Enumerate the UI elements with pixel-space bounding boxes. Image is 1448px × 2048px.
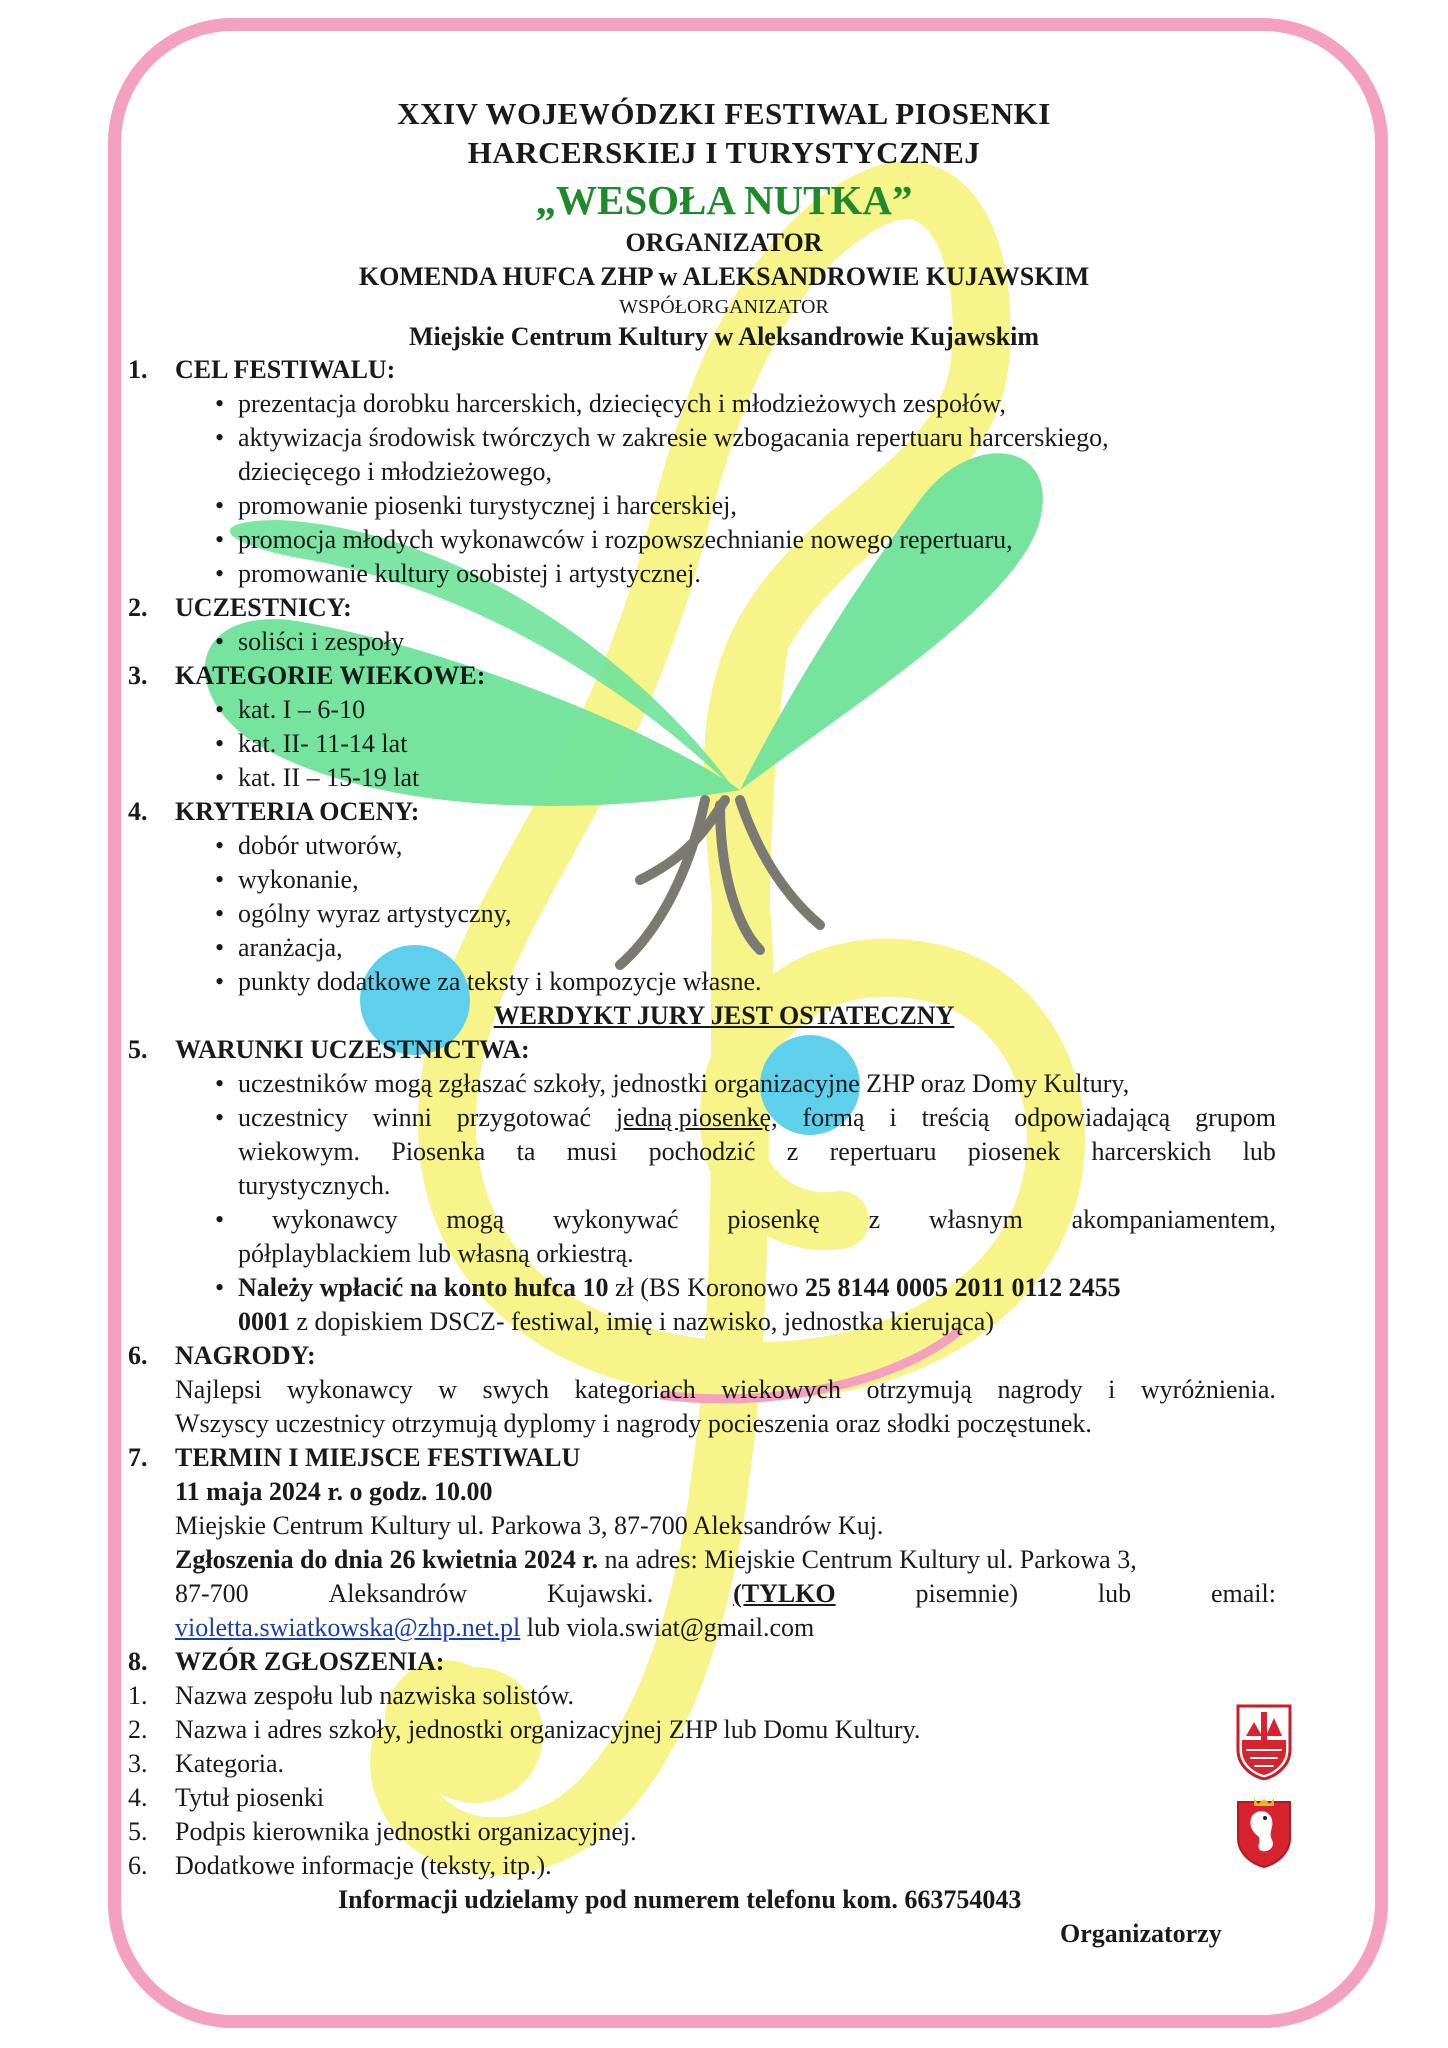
list-item: punkty dodatkowe za teksty i kompozycje własne. — [238, 967, 762, 996]
bank-account-end: 0001 — [238, 1307, 290, 1336]
coorganizer-name: Miejskie Centrum Kultury w Aleksandrowie Kujawskim — [408, 322, 1040, 351]
word: wiekowym. — [238, 1137, 361, 1166]
section-2-number: 2. — [128, 593, 148, 622]
festival-place: Miejskie Centrum Kultury ul. Parkowa 3, 87-700 Aleksandrów Kuj. — [175, 1511, 884, 1540]
bullet: • — [215, 1069, 225, 1098]
form-item-number: 2. — [128, 1715, 148, 1744]
list-item: kat. II – 15-19 lat — [238, 763, 420, 792]
word: wiekowych — [721, 1375, 842, 1404]
awards-text — [175, 1377, 1276, 1403]
bullet: • — [215, 559, 225, 588]
word: mogą — [446, 1205, 505, 1234]
form-item: Podpis kierownika jednostki organizacyjnej. — [175, 1817, 637, 1846]
word: formą — [802, 1103, 865, 1132]
word: i — [1108, 1375, 1116, 1404]
list-item: kat. II- 11-14 lat — [238, 729, 408, 758]
word: ta — [516, 1137, 536, 1166]
list-item: promowanie piosenki turystycznej i harcerskiej, — [238, 491, 737, 520]
word: własnym — [928, 1205, 1023, 1234]
word: kategoriach — [574, 1375, 696, 1404]
section-4-title: KRYTERIA OCENY: — [175, 797, 420, 826]
word: lub — [1242, 1137, 1276, 1166]
bullet: • — [215, 933, 225, 962]
emphasis-word: (TYLKO — [733, 1579, 836, 1608]
bullet: • — [215, 423, 225, 452]
bullet: • — [215, 899, 225, 928]
phone-info: Informacji udzielamy pod numerem telefonu kom. 663754043 — [338, 1885, 1022, 1914]
bullet: • — [215, 1273, 225, 1302]
section-8-number: 8. — [128, 1647, 148, 1676]
verdict-note: WERDYKT JURY JEST OSTATECZNY — [493, 1001, 955, 1030]
section-1-number: 1. — [128, 355, 148, 384]
form-item: Tytuł piosenki — [175, 1783, 325, 1812]
section-4-number: 4. — [128, 797, 148, 826]
word: piosenek — [967, 1137, 1061, 1166]
list-item: dziecięcego i młodzieżowego, — [238, 457, 553, 486]
section-5-number: 5. — [128, 1035, 148, 1064]
form-item: Kategoria. — [175, 1749, 285, 1778]
section-3-title: KATEGORIE WIEKOWE: — [175, 661, 486, 690]
word: z — [786, 1137, 799, 1166]
list-item: aktywizacja środowisk twórczych w zakresie wzbogacania repertuaru harcerskiego, — [238, 423, 1109, 452]
payment-text: zł (BS Koronowo — [608, 1273, 805, 1302]
bullet: • — [215, 389, 225, 418]
payment-info — [238, 1275, 1121, 1301]
word: winni — [372, 1103, 432, 1132]
form-item: Nazwa zespołu lub nazwiska solistów. — [175, 1681, 575, 1710]
word: nagrody — [997, 1375, 1083, 1404]
list-item: kat. I – 6-10 — [238, 695, 366, 724]
organizer-label: ORGANIZATOR — [625, 228, 823, 257]
section-3-number: 3. — [128, 661, 148, 690]
bullet: • — [215, 1205, 225, 1234]
bullet: • — [215, 627, 225, 656]
list-item: aranżacja, — [238, 933, 343, 962]
section-6-number: 6. — [128, 1341, 148, 1370]
list-item: promowanie kultury osobistej i artystycznej. — [238, 559, 701, 588]
word: pochodzić — [648, 1137, 756, 1166]
word: akompaniamentem, — [1071, 1205, 1276, 1234]
section-7-title: TERMIN I MIEJSCE FESTIWALU — [175, 1443, 581, 1472]
list-item: promocja młodych wykonawców i rozpowszechnianie nowego repertuaru, — [238, 525, 1013, 554]
deadline-date: Zgłoszenia do dnia 26 kwietnia 2024 r. — [175, 1545, 599, 1574]
list-item — [272, 1207, 1276, 1233]
festival-name: „WESOŁA NUTKA” — [535, 177, 913, 223]
list-item-continuation: półplayblackiem lub własną orkiestrą. — [238, 1239, 634, 1268]
word: Aleksandrów — [328, 1579, 468, 1608]
bullet: • — [215, 763, 225, 792]
list-item-continuation — [238, 1139, 1276, 1165]
section-1-title: CEL FESTIWALU: — [175, 355, 396, 384]
county-coat-of-arms-icon — [1236, 1796, 1292, 1868]
email-alt: lub viola.swiat@gmail.com — [520, 1613, 815, 1642]
bullet: • — [215, 831, 225, 860]
form-item: Dodatkowe informacje (teksty, itp.). — [175, 1851, 552, 1880]
word: repertuaru — [829, 1137, 937, 1166]
email-link[interactable]: violetta.swiatkowska@zhp.net.pl — [175, 1613, 521, 1642]
word: otrzymują — [866, 1375, 972, 1404]
list-item: soliści i zespoły — [238, 627, 405, 656]
list-item: dobór utworów, — [238, 831, 403, 860]
word: uczestnicy — [238, 1103, 348, 1132]
word: wykonawcy — [287, 1375, 413, 1404]
list-item-continuation: turystycznych. — [238, 1171, 391, 1200]
list-item: uczestników mogą zgłaszać szkoły, jednostki organizacyjne ZHP oraz Domy Kultury, — [238, 1069, 1130, 1098]
form-item-number: 6. — [128, 1851, 148, 1880]
word: treścią — [921, 1103, 990, 1132]
word: wyróżnienia. — [1140, 1375, 1276, 1404]
word: w — [438, 1375, 458, 1404]
word: swych — [482, 1375, 549, 1404]
bullet: • — [215, 729, 225, 758]
word: musi — [566, 1137, 618, 1166]
title-line-1: XXIV WOJEWÓDZKI FESTIWAL PIOSENKI — [397, 96, 1051, 131]
word: lub — [1097, 1579, 1132, 1608]
payment-info-continuation — [238, 1309, 994, 1335]
bullet: • — [215, 695, 225, 724]
word: Kujawski. — [547, 1579, 654, 1608]
section-8-title: WZÓR ZGŁOSZENIA: — [175, 1647, 445, 1676]
word: piosenkę — [727, 1205, 820, 1234]
list-item: ogólny wyraz artystyczny, — [238, 899, 512, 928]
coorganizer-label: WSPÓŁORGANIZATOR — [619, 296, 829, 318]
word: grupom — [1195, 1103, 1276, 1132]
town-coat-of-arms-icon — [1236, 1704, 1292, 1780]
list-item: wykonanie, — [238, 865, 359, 894]
form-item-number: 4. — [128, 1783, 148, 1812]
organizer-name: KOMENDA HUFCA ZHP w ALEKSANDROWIE KUJAWSKIM — [358, 262, 1090, 291]
word: email: — [1210, 1579, 1276, 1608]
word: wykonywać — [552, 1205, 679, 1234]
form-item-number: 1. — [128, 1681, 148, 1710]
form-item-number: 3. — [128, 1749, 148, 1778]
bullet: • — [215, 1103, 225, 1132]
section-2-title: UCZESTNICY: — [175, 593, 352, 622]
bullet: • — [215, 491, 225, 520]
section-5-title: WARUNKI UCZESTNICTWA: — [175, 1035, 530, 1064]
underlined-phrase: jedną piosenkę, — [615, 1103, 778, 1132]
word: pisemnie) — [915, 1579, 1019, 1608]
contact-emails — [175, 1615, 814, 1641]
bullet: • — [215, 865, 225, 894]
deadline-address: na adres: Miejskie Centrum Kultury ul. Parkowa 3, — [598, 1545, 1137, 1574]
signature: Organizatorzy — [1060, 1919, 1222, 1948]
form-item: Nazwa i adres szkoły, jednostki organizacyjnej ZHP lub Domu Kultury. — [175, 1715, 921, 1744]
list-item: prezentacja dorobku harcerskich, dziecięcych i młodzieżowych zespołów, — [238, 389, 1006, 418]
word: odpowiadającą — [1014, 1103, 1171, 1132]
bank-account: 25 8144 0005 2011 0112 2455 — [804, 1273, 1121, 1302]
registration-address-continuation — [175, 1581, 1276, 1607]
word: harcerskich — [1091, 1137, 1212, 1166]
payment-note: z dopiskiem DSCZ- festiwal, imię i nazwisko, jednostka kierująca) — [290, 1307, 994, 1336]
bullet: • — [215, 525, 225, 554]
section-6-title: NAGRODY: — [175, 1341, 316, 1370]
title-line-2: HARCERSKIEJ I TURYSTYCZNEJ — [467, 135, 981, 170]
festival-date: 11 maja 2024 r. o godz. 10.00 — [175, 1477, 493, 1506]
form-item-number: 5. — [128, 1817, 148, 1846]
word: 87-700 — [175, 1579, 249, 1608]
payment-amount: Należy wpłacić na konto hufca 10 — [238, 1273, 609, 1302]
bullet: • — [215, 967, 225, 996]
word: wykonawcy — [272, 1205, 398, 1234]
section-7-number: 7. — [128, 1443, 148, 1472]
registration-deadline — [175, 1547, 1137, 1573]
list-item — [238, 1105, 1276, 1131]
word: i — [889, 1103, 897, 1132]
awards-text-continuation: Wszyscy uczestnicy otrzymują dyplomy i nagrody pocieszenia oraz słodki poczęstunek. — [175, 1409, 1092, 1438]
word: z — [868, 1205, 881, 1234]
word: przygotować — [456, 1103, 591, 1132]
word: Piosenka — [391, 1137, 486, 1166]
word: Najlepsi — [175, 1375, 262, 1404]
